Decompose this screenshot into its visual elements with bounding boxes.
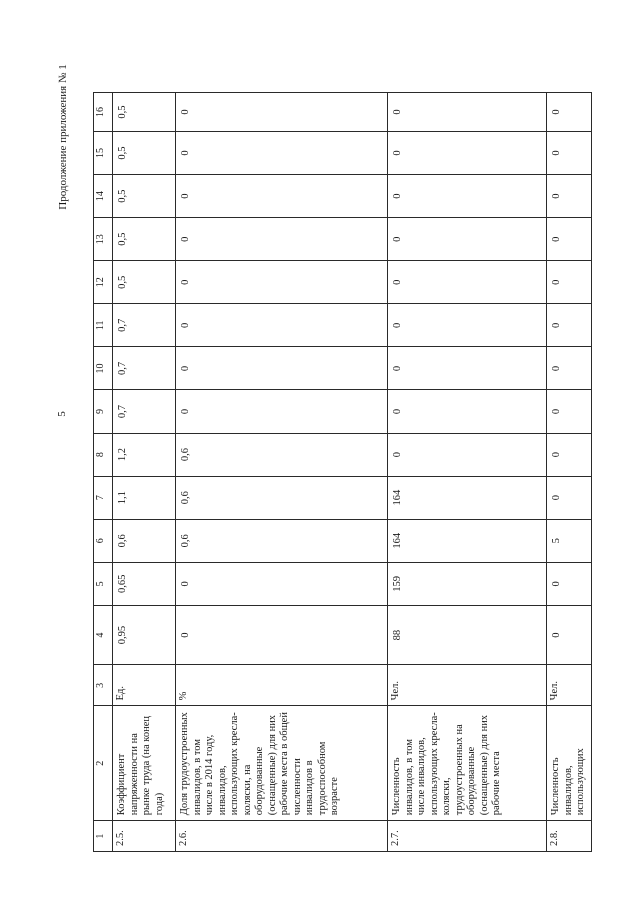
- value-cell: 0: [176, 390, 388, 433]
- value-cell: 0,7: [113, 390, 176, 433]
- row-unit: Ед.: [113, 665, 176, 706]
- header-cell: 9: [94, 390, 113, 433]
- value-cell: 0: [176, 261, 388, 304]
- value-cell: 0: [176, 218, 388, 261]
- row-description: Коэффициент напряженности на рынке труда (на конец года): [113, 706, 176, 821]
- row-number: 2.6.: [176, 821, 388, 852]
- value-cell: 0: [388, 261, 547, 304]
- value-cell: 0: [176, 347, 388, 390]
- value-cell: 0: [388, 132, 547, 175]
- value-cell: 0: [547, 433, 592, 476]
- value-cell: 0: [547, 218, 592, 261]
- value-cell: 88: [388, 605, 547, 664]
- page-number: 5: [56, 411, 68, 417]
- table-row: [176, 93, 388, 852]
- value-cell: 0,5: [113, 261, 176, 304]
- header-row: [94, 93, 113, 852]
- indicator-table: [93, 92, 592, 852]
- value-cell: 0: [547, 390, 592, 433]
- value-cell: 0: [388, 218, 547, 261]
- header-cell: 14: [94, 175, 113, 218]
- header-cell: 15: [94, 132, 113, 175]
- header-cell: 16: [94, 93, 113, 132]
- value-cell: 0: [176, 93, 388, 132]
- value-cell: 0: [388, 347, 547, 390]
- value-cell: 0,7: [113, 304, 176, 347]
- value-cell: 0,65: [113, 562, 176, 605]
- value-cell: 0,5: [113, 132, 176, 175]
- value-cell: 0,6: [113, 519, 176, 562]
- value-cell: 0: [547, 261, 592, 304]
- header-cell: 6: [94, 519, 113, 562]
- value-cell: 0,6: [176, 519, 388, 562]
- value-cell: 0: [388, 433, 547, 476]
- value-cell: 0,95: [113, 605, 176, 664]
- rotated-table-area: [93, 92, 586, 852]
- header-cell: 10: [94, 347, 113, 390]
- value-cell: 0: [388, 390, 547, 433]
- value-cell: 0: [176, 132, 388, 175]
- value-cell: 1,2: [113, 433, 176, 476]
- header-cell: 12: [94, 261, 113, 304]
- value-cell: 0: [388, 175, 547, 218]
- value-cell: 0: [547, 304, 592, 347]
- table-row: [113, 93, 176, 852]
- row-description: Численность инвалидов, использующих: [547, 706, 592, 821]
- value-cell: 0,6: [176, 476, 388, 519]
- row-unit: %: [176, 665, 388, 706]
- value-cell: 0: [176, 175, 388, 218]
- header-cell: 2: [94, 706, 113, 821]
- value-cell: 0,5: [113, 93, 176, 132]
- continuation-title: Продолжение приложения № 1: [57, 64, 69, 210]
- table-row: [388, 93, 547, 852]
- header-cell: 13: [94, 218, 113, 261]
- row-number: 2.8.: [547, 821, 592, 852]
- row-description: Доля трудоустроенных инвалидов, в том числе в 2014 году, инвалидов, использующих кресла-коляски, на оборудованные (оснащенные) для них рабочие места в общей численности инвалидов в трудоспособном возрасте: [176, 706, 388, 821]
- value-cell: 0,5: [113, 218, 176, 261]
- row-unit: Чел.: [547, 665, 592, 706]
- row-unit: Чел.: [388, 665, 547, 706]
- value-cell: 0,7: [113, 347, 176, 390]
- value-cell: 0: [176, 304, 388, 347]
- header-cell: 11: [94, 304, 113, 347]
- value-cell: 0: [547, 175, 592, 218]
- value-cell: 0: [547, 132, 592, 175]
- header-cell: 5: [94, 562, 113, 605]
- value-cell: 0: [547, 562, 592, 605]
- header-cell: 7: [94, 476, 113, 519]
- value-cell: 0: [547, 605, 592, 664]
- value-cell: 1,1: [113, 476, 176, 519]
- value-cell: 159: [388, 562, 547, 605]
- value-cell: 0: [388, 93, 547, 132]
- value-cell: 0: [547, 347, 592, 390]
- value-cell: 0: [547, 93, 592, 132]
- row-number: 2.5.: [113, 821, 176, 852]
- header-cell: 1: [94, 821, 113, 852]
- value-cell: 0: [176, 562, 388, 605]
- header-cell: 4: [94, 605, 113, 664]
- header-cell: 3: [94, 665, 113, 706]
- value-cell: 0: [388, 304, 547, 347]
- value-cell: 164: [388, 476, 547, 519]
- value-cell: 0,6: [176, 433, 388, 476]
- value-cell: 0,5: [113, 175, 176, 218]
- value-cell: 0: [547, 476, 592, 519]
- header-cell: 8: [94, 433, 113, 476]
- value-cell: 5: [547, 519, 592, 562]
- row-number: 2.7.: [388, 821, 547, 852]
- table-row: [547, 93, 592, 852]
- row-description: Численность инвалидов, в том числе инвалидов, использующих кресла-коляски, трудоустроенных на оборудованные (оснащенные) для них рабочие места: [388, 706, 547, 821]
- value-cell: 164: [388, 519, 547, 562]
- value-cell: 0: [176, 605, 388, 664]
